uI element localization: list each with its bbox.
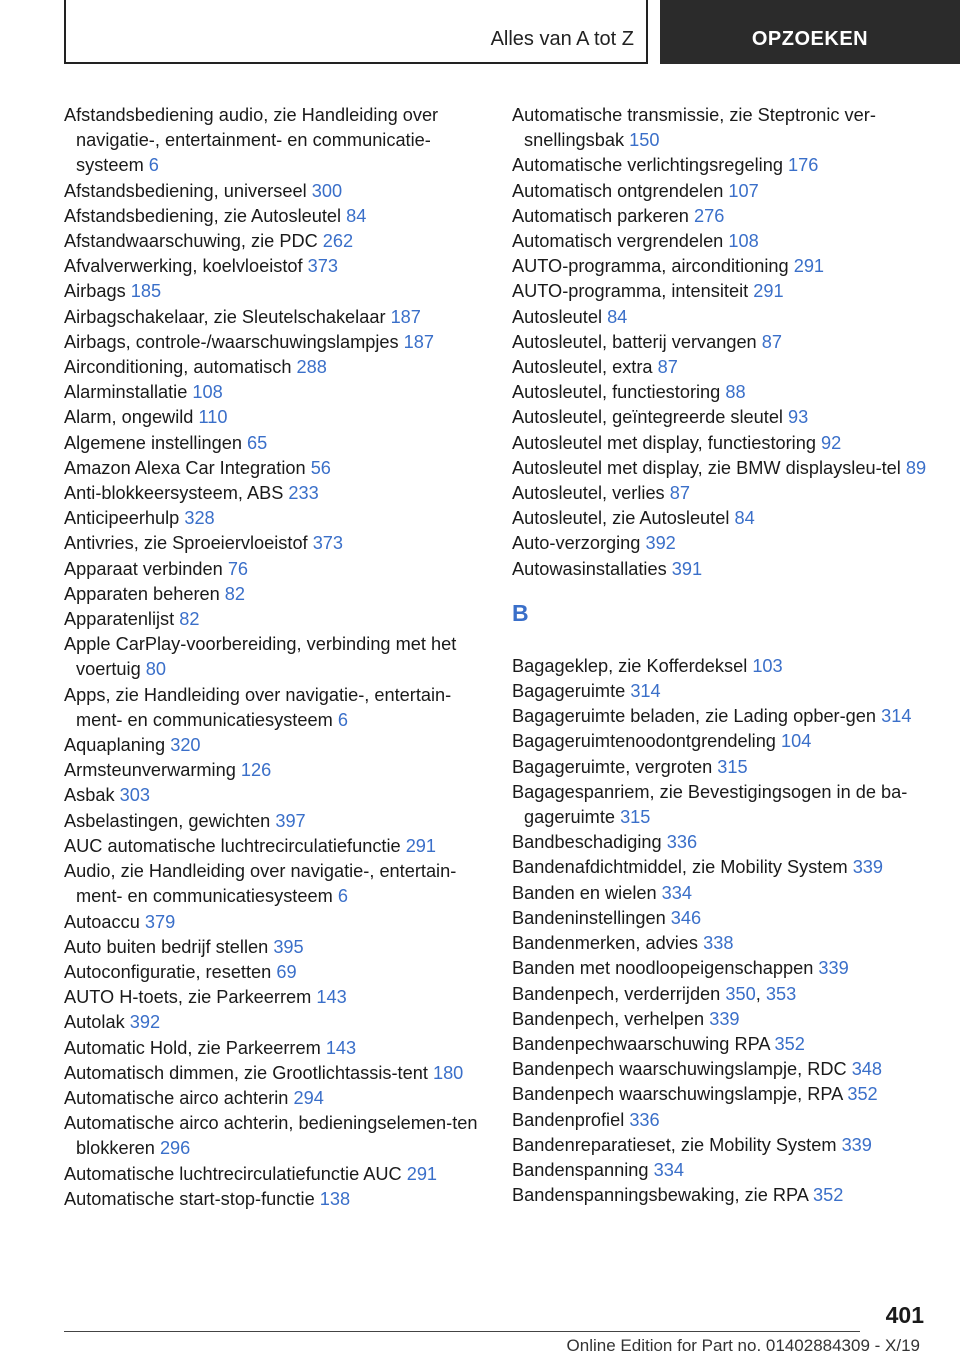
index-entry-term: AUC automatische luchtrecirculatiefunctie [64,835,401,856]
index-entry-term: Bandenpech waarschuwingslampje, RPA [512,1084,843,1105]
page-ref-link[interactable]: 348 [851,1059,883,1080]
page-ref-link[interactable]: 294 [293,1087,324,1108]
index-entry [64,1036,484,1061]
index-entry-term: Automatic Hold, zie Parkeerrem [64,1037,321,1058]
index-entry-term: Bandenspanningsbewaking, zie RPA [512,1185,808,1206]
page-ref-link[interactable]: 291 [406,1163,438,1184]
index-entry [512,679,932,704]
section-letter: B [512,599,529,626]
page-ref-link[interactable]: 110 [198,407,228,428]
index-entry-term: Autosleutel, zie Autosleutel [512,508,730,529]
index-entry [64,1187,484,1212]
index-entry [64,431,484,456]
page-ref-link[interactable]: 397 [275,810,306,831]
index-entry-term: Algemene instellingen [64,432,242,453]
page-ref-link[interactable]: 84 [346,205,367,226]
index-entry [512,881,932,906]
index-entry [512,330,932,355]
index-entry-term: Bandbeschadiging [512,832,662,853]
index-entry [512,229,932,254]
page-ref-link[interactable]: 300 [311,180,343,201]
page-ref-link[interactable]: 108 [728,231,759,252]
index-entry [64,405,484,430]
index-entry-term: Antivries, zie Sproeiervloeistof [64,533,308,554]
page-ref-link[interactable]: 87 [669,483,690,504]
index-entry-term: Bagageruimte, vergroten [512,756,713,777]
index-entry-term: Automatisch ontgrendelen [512,180,724,201]
page-ref-link[interactable]: 185 [130,281,162,302]
page-ref-link[interactable]: 92 [821,432,842,453]
index-entry [512,906,932,931]
index-entry-term: Bandenpech waarschuwingslampje, RDC [512,1059,847,1080]
index-entry-term: AUTO H-toets, zie Parkeerrem [64,987,312,1008]
page-ref-link[interactable]: 339 [841,1134,872,1155]
index-entry-term: Autoconfiguratie, resetten [64,961,272,982]
page-ref-link[interactable]: 150 [629,130,660,151]
page-ref-link[interactable]: 314 [881,706,912,727]
index-entry-term: Apple CarPlay-voorbereiding, verbinding met het voertuig [64,634,457,680]
index-entry-term: Asbelastingen, gewichten [64,810,271,831]
index-entry [64,834,484,859]
edition-footer: Online Edition for Part no. 01402884309 - X/19 [566,1336,920,1355]
index-entry-term: Autolak [64,1012,125,1033]
index-entry [64,935,484,960]
page-ref-link[interactable]: 338 [703,933,734,954]
index-entry-term: Bandenpechwaarschuwing RPA [512,1033,770,1054]
index-entry [64,380,484,405]
index-entry [512,204,932,229]
page-ref-link[interactable]: 82 [224,583,246,604]
page-ref-link[interactable]: 339 [818,958,849,979]
index-entry [64,179,484,204]
index-entry-term: Automatisch vergrendelen [512,231,724,252]
index-entry [64,758,484,783]
page-ref-link[interactable]: 291 [405,835,437,856]
index-entry-term: Autosleutel, batterij vervangen [512,331,757,352]
page-ref-link[interactable]: 291 [793,256,825,277]
index-entry-term: Apparaten beheren [64,583,220,604]
page-number: 401 [885,1302,924,1328]
index-column-left [64,103,484,1212]
index-entry-term: Anti-blokkeersysteem, ABS [64,483,284,504]
index-entry-term: Alarm, ongewild [64,407,194,428]
index-entry [512,531,932,556]
page-ref-link[interactable]: 6 [148,155,159,176]
index-entry [512,557,932,582]
index-entry-term: Autoaccu [64,911,140,932]
index-entry-term: Bandenpech, verderrijden [512,983,721,1004]
page-ref-link[interactable]: 187 [403,331,435,352]
page-ref-link[interactable]: 291 [753,281,784,302]
index-entry-term: Bagageruimtenoodontgrendeling [512,731,776,752]
index-entry-term: Airbags, controle-/waarschuwingslampjes [64,331,399,352]
index-entry-term: Bandenafdichtmiddel, zie Mobility System [512,857,848,878]
index-entry [512,279,932,304]
index-entry-term: Bagageruimte [512,681,626,702]
section-header-box [64,0,648,64]
page-ref-link[interactable]: 352 [812,1185,844,1206]
index-entry-term: Automatische transmissie, zie Steptronic ver-snellingsbak [512,105,876,151]
index-entry-term: Autosleutel, verlies [512,483,665,504]
index-entry [512,380,932,405]
index-entry [512,830,932,855]
index-entry [64,506,484,531]
index-entry [64,1162,484,1187]
page-ref-link[interactable]: 314 [630,681,661,702]
page-ref-link[interactable]: 93 [788,407,809,428]
index-entry [64,229,484,254]
page-ref-link[interactable]: 334 [653,1159,684,1180]
index-entry [512,654,932,679]
index-entry-term: Automatische airco achterin [64,1087,289,1108]
index-entry [512,405,932,430]
index-entry [64,1086,484,1111]
page-ref-link[interactable]: 84 [607,306,628,327]
page-ref-link[interactable]: 65 [247,432,268,453]
index-entry [512,1183,932,1208]
index-entry-term: Apparaat verbinden [64,558,223,579]
index-entry [64,607,484,632]
page-ref-link[interactable]: 334 [661,882,693,903]
page-ref-link[interactable]: 352 [847,1084,878,1105]
index-entry-term: Aquaplaning [64,735,166,756]
page-ref-link[interactable]: 6 [337,709,348,730]
index-entry-term: Autosleutel met display, zie BMW displaysleu-tel [512,457,901,478]
index-entry [64,481,484,506]
page-ref-link[interactable]: 352 [774,1033,805,1054]
index-entry-term: Bandenprofiel [512,1109,625,1130]
page-ref-link[interactable]: 262 [322,231,354,252]
index-entry [64,305,484,330]
index-entry [64,330,484,355]
page-ref-link[interactable]: 320 [170,735,201,756]
index-entry-term: Banden en wielen [512,882,657,903]
index-entry [512,755,932,780]
index-entry [64,809,484,834]
index-entry [512,855,932,880]
index-entry [64,1111,484,1161]
page-ref-link[interactable]: 108 [192,382,223,403]
index-entry-term: Bagagespanriem, zie Bevestigingsogen in de ba-gageruimte [512,781,908,828]
index-entry [64,1010,484,1035]
index-entry [64,632,484,682]
index-entry-term: Automatische verlichtingsregeling [512,155,783,176]
index-entry [64,783,484,808]
page-ref-link[interactable]: 138 [319,1188,351,1209]
index-entry-term: Alarminstallatie [64,382,188,403]
index-entry [512,1133,932,1158]
index-entry [64,683,484,733]
index-entry [64,204,484,229]
index-entry [512,431,932,456]
index-entry [64,103,484,179]
index-entry [512,103,932,153]
index-entry [64,557,484,582]
page-ref-link[interactable]: 76 [227,558,249,579]
page-ref-link[interactable]: 143 [325,1037,357,1058]
page-ref-link[interactable]: 391 [671,558,703,579]
index-entry-term: Autowasinstallaties [512,558,667,579]
index-entry [64,582,484,607]
index-entry [512,931,932,956]
page-ref-link[interactable]: 107 [728,180,759,201]
opzoeken-tab-label: OPZOEKEN [751,28,869,50]
page-ref-link[interactable]: 288 [296,357,327,378]
index-entry [512,956,932,981]
page-ref-link[interactable]: 126 [240,760,272,781]
page-ref-link[interactable]: 104 [781,731,812,752]
index-entry-term: Afstandsbediening audio, zie Handleiding over navigatie-, entertainment- en communicatie-systeem [64,105,439,176]
page-ref-link[interactable]: 373 [307,256,338,277]
index-entry-term: Bagageklep, zie Kofferdeksel [512,655,748,676]
page-ref-link[interactable]: 350 [725,983,756,1004]
index-entry [64,456,484,481]
page-ref-link[interactable]: 373 [312,533,344,554]
index-entry [512,780,932,830]
index-entry [512,153,932,178]
page-ref-link[interactable]: 103 [752,655,783,676]
index-entry [512,1057,932,1082]
page-ref-link[interactable]: 69 [276,961,297,982]
page-ref-link[interactable]: 89 [905,457,927,478]
page-ref-link[interactable]: 56 [310,457,331,478]
index-entry [512,481,932,506]
index-entry-term: Anticipeerhulp [64,508,180,529]
index-entry-term: Autosleutel met display, functiestoring [512,432,816,453]
index-entry [512,355,932,380]
index-entry-term: Automatische airco achterin, bedieningselemen-ten blokkeren [64,1113,478,1159]
index-entry [512,1032,932,1057]
page-ref-link[interactable]: 353 [765,983,797,1004]
index-entry [512,1108,932,1133]
index-entry [512,305,932,330]
page-ref-link[interactable]: 392 [645,533,676,554]
index-entry [64,355,484,380]
page-ref-link[interactable]: 392 [129,1012,161,1033]
index-entry-term: Afstandsbediening, zie Autosleutel [64,205,342,226]
index-entry [512,729,932,754]
index-entry [64,910,484,935]
page-ref-link[interactable]: 346 [670,907,702,928]
index-entry [64,254,484,279]
page-ref-link[interactable]: 276 [693,205,725,226]
index-entry-term: Afstandsbediening, universeel [64,180,307,201]
index-entry-term: Asbak [64,785,115,806]
index-entry [64,960,484,985]
index-entry-term: Automatische start-stop-functie [64,1188,315,1209]
page-ref-link[interactable]: 88 [725,382,746,403]
index-entry-term: Bandenspanning [512,1159,649,1180]
page-ref-link[interactable]: 84 [734,508,755,529]
page-ref-link[interactable]: 336 [666,832,698,853]
index-entry-term: AUTO-programma, airconditioning [512,256,789,277]
index-entry-term: Banden met noodloopeigenschappen [512,958,814,979]
page-ref-link[interactable]: 303 [119,785,150,806]
page-ref-link[interactable]: 82 [179,609,200,630]
index-entry-term: Afvalverwerking, koelvloeistof [64,256,303,277]
index-entry [64,859,484,909]
index-entry [512,179,932,204]
index-entry-term: Automatisch parkeren [512,205,689,226]
index-entry [512,1082,932,1107]
page-ref-link[interactable]: 336 [629,1109,660,1130]
index-entry-term: Audio, zie Handleiding over navigatie-, entertain-ment- en communicatiesysteem [64,861,457,907]
index-entry [512,456,932,481]
index-entry [64,1061,484,1086]
page-ref-link[interactable]: 80 [145,659,167,680]
index-column-right [512,103,932,1208]
page-ref-link[interactable]: 233 [288,483,319,504]
page-ref-link[interactable]: 379 [144,911,176,932]
index-entry-term: Bandenmerken, advies [512,933,699,954]
section-title: Alles van A tot Z [490,28,634,50]
index-entry-term: Auto buiten bedrijf stellen [64,936,269,957]
index-entry-term: Amazon Alexa Car Integration [64,457,306,478]
page-ref-link[interactable]: 180 [432,1062,464,1083]
index-entry-term: Bandeninstellingen [512,907,666,928]
index-entry-term: Airconditioning, automatisch [64,357,292,378]
page-ref-link[interactable]: 187 [390,306,421,327]
index-entry-term: AUTO-programma, intensiteit [512,281,749,302]
index-entry [64,985,484,1010]
index-entry-term: Auto-verzorging [512,533,641,554]
index-entry-term: Apps, zie Handleiding over navigatie-, entertain-ment- en communicatiesysteem [64,684,452,730]
index-entry-term: Armsteunverwarming [64,760,236,781]
page-ref-link[interactable]: 395 [273,936,304,957]
index-entry [512,254,932,279]
index-entry-term: Automatische luchtrecirculatiefunctie AUC [64,1163,402,1184]
index-entry-term: Autosleutel, geïntegreerde sleutel [512,407,783,428]
index-entry [512,1007,932,1032]
page-ref-link[interactable]: 328 [184,508,215,529]
index-entry-term: Bandenreparatieset, zie Mobility System [512,1134,837,1155]
index-entry [512,704,932,729]
index-entry [512,506,932,531]
page-ref-link[interactable]: 296 [159,1138,191,1159]
index-entry-term: Airbags [64,281,126,302]
page-ref-link[interactable]: 176 [788,155,819,176]
page-ref-link[interactable]: 315 [620,807,651,828]
page-ref-link[interactable]: 87 [657,357,678,378]
index-entry [512,1158,932,1183]
page-ref-link[interactable]: 315 [717,756,748,777]
page-ref-link[interactable]: 6 [337,886,348,907]
index-entry-term: Bagageruimte beladen, zie Lading opber-gen [512,706,877,727]
index-entry: Bandenpech, verderrijden 350, 353 [512,983,797,1004]
page-ref-link[interactable]: 143 [316,987,347,1008]
index-entry-term: Apparatenlijst [64,609,175,630]
index-entry-term: Autosleutel, extra [512,357,653,378]
index-entry [64,733,484,758]
index-entry-term: Afstandwaarschuwing, zie PDC [64,231,318,252]
page-ref-link[interactable]: 339 [709,1008,740,1029]
index-entry-term: Bandenpech, verhelpen [512,1008,705,1029]
index-entry-term: Autosleutel [512,306,602,327]
index-entry-term: Airbagschakelaar, zie Sleutelschakelaar [64,306,386,327]
index-entry [64,279,484,304]
page-ref-link[interactable]: 87 [761,331,782,352]
footer-divider [64,1331,860,1332]
index-entry [64,531,484,556]
index-entry-term: Autosleutel, functiestoring [512,382,721,403]
opzoeken-tab[interactable] [660,0,960,64]
page-ref-link[interactable]: 339 [852,857,884,878]
index-entry-term: Automatisch dimmen, zie Grootlichtassis-tent [64,1062,428,1083]
